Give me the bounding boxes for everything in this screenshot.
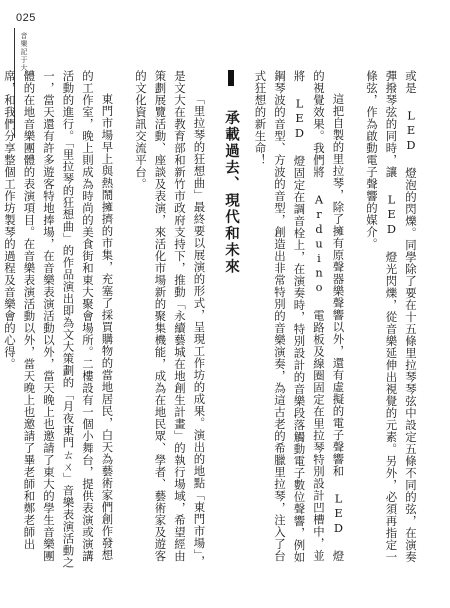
paragraph-1: 或是 LED 燈泡的閃爍。同學除了要在十五條里拉琴琴弦中設定五條不同的弦，在演奏彈撥琴弦的同時，讓 LED 燈光閃爍，從音樂延伸出視覺的元素。另外，必須再指定一條弦，作為啟動電子聲響的媒介。: [365, 70, 418, 563]
section-heading-mark: [228, 70, 234, 86]
body-text-column-block: [3, 70, 420, 570]
paragraph-3: 「里拉琴的狂想曲」最終要以展演的形式，呈現工作坊的成果。演出的地點「東門市場」，是文大在教育部和新竹市政府支持下，推動「永續藝城在地創生計畫」的執行場域，希望經由策劃展覽活動、座談及表演，來活化市場新的聚集機能，成為在地民眾、學者、藝術家及遊客的文化資訊交流平台。: [134, 70, 207, 568]
section-heading-text: 承載過去、現代和未來: [223, 110, 239, 275]
running-header-title: 音樂記于大: [20, 32, 27, 72]
paragraph-4: 東門市場早上與熱鬧擁擠的市集，充塞了採買購物的當地居民，白天為藝術家們創作發想的工作室，晚上則成為時尚的美食街和東大聚會場所。二樓設有一個小舞台，提供表演或演講活動的進行。「里拉琴的狂想曲」的作品演出即為文大策劃的「月夜東門ㄊㄨ」音樂表演活動之一，當天還有許多遊客特地捧場，在音樂表演活動以外，當天晚上也邀請了東大的學生音樂團體的在地音樂團體的表演項目。在音樂表演活動以外，當天晚上也邀請了畢老師和鄭老師出席，和我們分享整個工作坊製琴的過程及音樂會的心得。: [3, 70, 115, 569]
page-number: 025: [16, 12, 36, 24]
paragraph-2: 這把自製的里拉琴，除了擁有原聲器樂聲響以外，還有虛擬的電子聲響和 LED 燈的視覺效果。我們將 Arduino 電路板及線圈固定在里拉琴特別設計凹槽中，並將 LED 燈固定在調音栓上，在演奏時，特別設計的音樂段落觸動電子數位聲響，例如鋼琴波的音型、方波的音型，創造出非常特別的音樂演奏，為這古老的希臘里拉琴，注入了台式狂想的新生命！: [253, 70, 346, 563]
section-heading: [221, 70, 241, 570]
